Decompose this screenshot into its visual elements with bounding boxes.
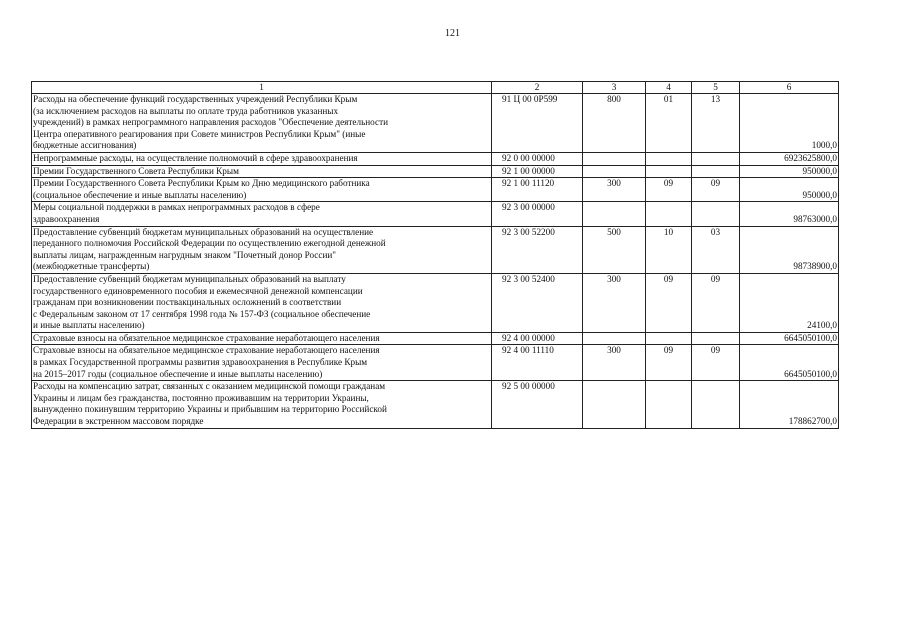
row-description: Предоставление субвенций бюджетам муниципальных образований на выплату государственного единовременного пособия и ежемесячной денежной компенсации гражданам при возникновении поствакцинальных осложнений в соответствии с Федеральным законом от 17 сентября 1998 года № 157-ФЗ (социальное обеспечение и иные выплаты населению) bbox=[32, 273, 492, 332]
row-description: Расходы на обеспечение функций государственных учреждений Республики Крым (за исключением расходов на выплаты по оплате труда работников указанных учреждений) в рамках непрограммного направления расходов "Обеспечение деятельности Центра оперативного реагирования при Совете министров Республики Крым" (иные бюджетные ассигнования) bbox=[32, 94, 492, 153]
table-row bbox=[32, 165, 839, 178]
row-description: Предоставление субвенций бюджетам муниципальных образований на осуществление переданного полномочия Российской Федерации по осуществлению ежегодной денежной выплаты лицам, награжденным нагрудным знаком "Почетный донор России" (межбюджетные трансферты) bbox=[32, 226, 492, 273]
row-description: Меры социальной поддержки в рамках непрограммных расходов в сфере здравоохранения bbox=[32, 202, 492, 226]
row-description: Непрограммные расходы, на осуществление полномочий в сфере здравоохранения bbox=[32, 152, 492, 165]
budget-table bbox=[31, 81, 839, 429]
table-row bbox=[32, 202, 839, 226]
table-row bbox=[32, 94, 839, 153]
row-section bbox=[646, 332, 692, 345]
row-description: Страховые взносы на обязательное медицинское страхование неработающего населения bbox=[32, 332, 492, 345]
row-expense-type: 300 bbox=[583, 273, 646, 332]
budget-table-body bbox=[32, 82, 839, 429]
row-subsection: 09 bbox=[692, 273, 740, 332]
row-subsection: 09 bbox=[692, 178, 740, 202]
header-col-4: 4 bbox=[646, 82, 692, 94]
row-amount: 6645050100,0 bbox=[740, 345, 839, 381]
header-col-1: 1 bbox=[32, 82, 492, 94]
table-row bbox=[32, 226, 839, 273]
row-section bbox=[646, 381, 692, 428]
table-row bbox=[32, 152, 839, 165]
row-subsection bbox=[692, 381, 740, 428]
row-amount: 178862700,0 bbox=[740, 381, 839, 428]
table-row bbox=[32, 345, 839, 381]
header-col-6: 6 bbox=[740, 82, 839, 94]
row-description: Страховые взносы на обязательное медицинское страхование неработающего населения в рамках Государственной программы развития здравоохранения в Республике Крым на 2015–2017 годы (социальное обеспечение и иные выплаты населению) bbox=[32, 345, 492, 381]
row-amount: 98738900,0 bbox=[740, 226, 839, 273]
row-description: Расходы на компенсацию затрат, связанных с оказанием медицинской помощи гражданам Украины и лицам без гражданства, постоянно проживавшим на территории Украины, вынужденно покинувшим территорию Украины и прибывшим на территорию Российской Федерации в экстренном массовом порядке bbox=[32, 381, 492, 428]
table-row bbox=[32, 178, 839, 202]
row-classification-code: 92 0 00 00000 bbox=[492, 152, 583, 165]
row-expense-type bbox=[583, 165, 646, 178]
row-section: 09 bbox=[646, 178, 692, 202]
row-subsection bbox=[692, 202, 740, 226]
row-classification-code: 92 1 00 11120 bbox=[492, 178, 583, 202]
row-subsection: 13 bbox=[692, 94, 740, 153]
row-section: 09 bbox=[646, 273, 692, 332]
row-expense-type: 300 bbox=[583, 178, 646, 202]
row-section: 10 bbox=[646, 226, 692, 273]
row-amount: 950000,0 bbox=[740, 178, 839, 202]
row-expense-type bbox=[583, 332, 646, 345]
row-amount: 950000,0 bbox=[740, 165, 839, 178]
row-section bbox=[646, 165, 692, 178]
header-col-3: 3 bbox=[583, 82, 646, 94]
row-section bbox=[646, 202, 692, 226]
row-expense-type: 500 bbox=[583, 226, 646, 273]
row-subsection: 09 bbox=[692, 345, 740, 381]
row-section: 09 bbox=[646, 345, 692, 381]
header-col-2: 2 bbox=[492, 82, 583, 94]
row-amount: 24100,0 bbox=[740, 273, 839, 332]
table-row bbox=[32, 273, 839, 332]
row-section bbox=[646, 152, 692, 165]
table-row bbox=[32, 332, 839, 345]
row-classification-code: 92 3 00 00000 bbox=[492, 202, 583, 226]
row-expense-type bbox=[583, 381, 646, 428]
row-amount: 1000,0 bbox=[740, 94, 839, 153]
row-amount: 98763000,0 bbox=[740, 202, 839, 226]
row-subsection: 03 bbox=[692, 226, 740, 273]
row-expense-type bbox=[583, 202, 646, 226]
row-subsection bbox=[692, 152, 740, 165]
table-row bbox=[32, 381, 839, 428]
row-amount: 6923625800,0 bbox=[740, 152, 839, 165]
row-classification-code: 92 3 00 52400 bbox=[492, 273, 583, 332]
row-amount: 6645050100,0 bbox=[740, 332, 839, 345]
row-classification-code: 92 3 00 52200 bbox=[492, 226, 583, 273]
row-classification-code: 92 5 00 00000 bbox=[492, 381, 583, 428]
row-section: 01 bbox=[646, 94, 692, 153]
row-subsection bbox=[692, 332, 740, 345]
row-expense-type: 800 bbox=[583, 94, 646, 153]
row-description: Премии Государственного Совета Республики Крым bbox=[32, 165, 492, 178]
row-subsection bbox=[692, 165, 740, 178]
row-classification-code: 92 1 00 00000 bbox=[492, 165, 583, 178]
row-classification-code: 92 4 00 00000 bbox=[492, 332, 583, 345]
row-classification-code: 92 4 00 11110 bbox=[492, 345, 583, 381]
row-classification-code: 91 Ц 00 0Р599 bbox=[492, 94, 583, 153]
header-col-5: 5 bbox=[692, 82, 740, 94]
header-row bbox=[32, 82, 839, 94]
row-description: Премии Государственного Совета Республики Крым ко Дню медицинского работника (социальное обеспечение и иные выплаты населению) bbox=[32, 178, 492, 202]
row-expense-type bbox=[583, 152, 646, 165]
page-number: 121 bbox=[445, 28, 460, 39]
row-expense-type: 300 bbox=[583, 345, 646, 381]
